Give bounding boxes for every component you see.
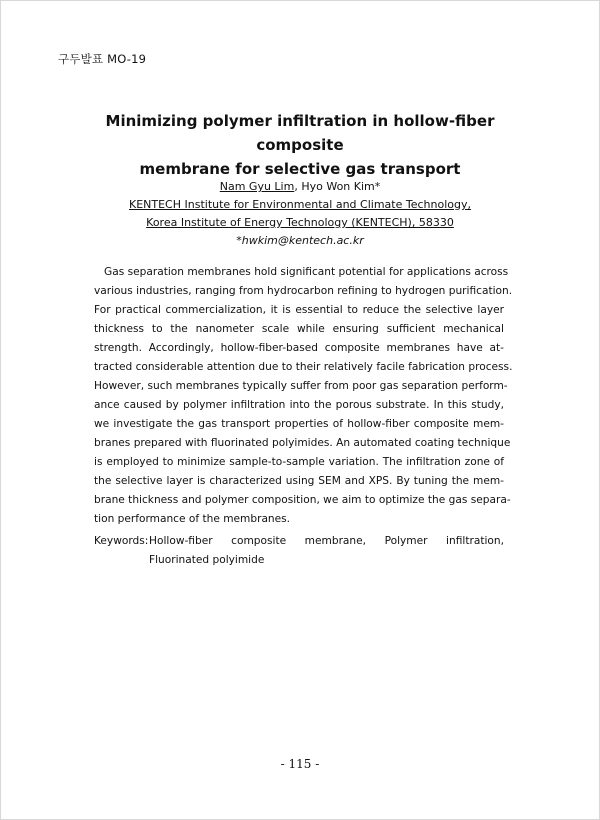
abstract-line: the selective layer is characterized using SEM and XPS. By tuning the mem-	[94, 475, 504, 487]
abstract-line: is employed to minimize sample-to-sample variation. The infiltration zone of	[94, 456, 504, 468]
affiliation-line-1: KENTECH Institute for Environmental and Climate Technology,	[129, 198, 471, 211]
abstract-line: However, such membranes typically suffer from poor gas separation perform-	[94, 380, 508, 392]
author-line	[60, 178, 540, 196]
abstract-line: ance caused by polymer infiltration into the porous substrate. In this study,	[94, 399, 504, 411]
keywords-label: Keywords:	[94, 535, 149, 547]
abstract-line: For practical commercialization, it is essential to reduce the selective layer	[94, 304, 504, 316]
abstract-line: brane thickness and polymer composition, we aim to optimize the gas separa-	[94, 494, 511, 506]
paper-title	[60, 109, 540, 181]
author-separator: ,	[294, 180, 302, 193]
presenter-name: Nam Gyu Lim	[219, 180, 295, 193]
affiliation-line-2: Korea Institute of Energy Technology (KENTECH), 58330	[146, 216, 454, 229]
corresponding-email: *hwkim@kentech.ac.kr	[236, 234, 364, 247]
abstract-line: tracted considerable attention due to their relatively facile fabrication process.	[94, 361, 513, 373]
keywords-block	[94, 532, 504, 570]
abstract-line: Gas separation membranes hold significant potential for applications across	[104, 266, 509, 278]
title-line-1: Minimizing polymer infiltration in hollow-fiber composite	[105, 112, 495, 154]
abstract-line: tion performance of the membranes.	[94, 513, 291, 525]
abstract-line: we investigate the gas transport properties of hollow-fiber composite mem-	[94, 418, 504, 430]
coauthor-name: Hyo Won Kim*	[301, 180, 381, 193]
abstract-line: strength. Accordingly, hollow-fiber-based composite membranes have at-	[94, 342, 504, 354]
abstract-body	[94, 263, 513, 529]
abstract-line: branes prepared with fluorinated polyimides. An automated coating technique	[94, 437, 511, 449]
title-line-2: membrane for selective gas transport	[139, 160, 461, 178]
page-number: - 115 -	[280, 757, 320, 771]
keywords-text: Hollow-fiber composite membrane, Polymer infiltration, Fluorinated polyimide	[149, 535, 504, 566]
abstract-line: various industries, ranging from hydrocarbon refining to hydrogen purification.	[94, 285, 513, 297]
abstract-line: thickness to the nanometer scale while ensuring sufficient mechanical	[94, 323, 504, 335]
session-label: 구두발표 MO-19	[58, 52, 147, 66]
authors-block	[60, 178, 540, 250]
